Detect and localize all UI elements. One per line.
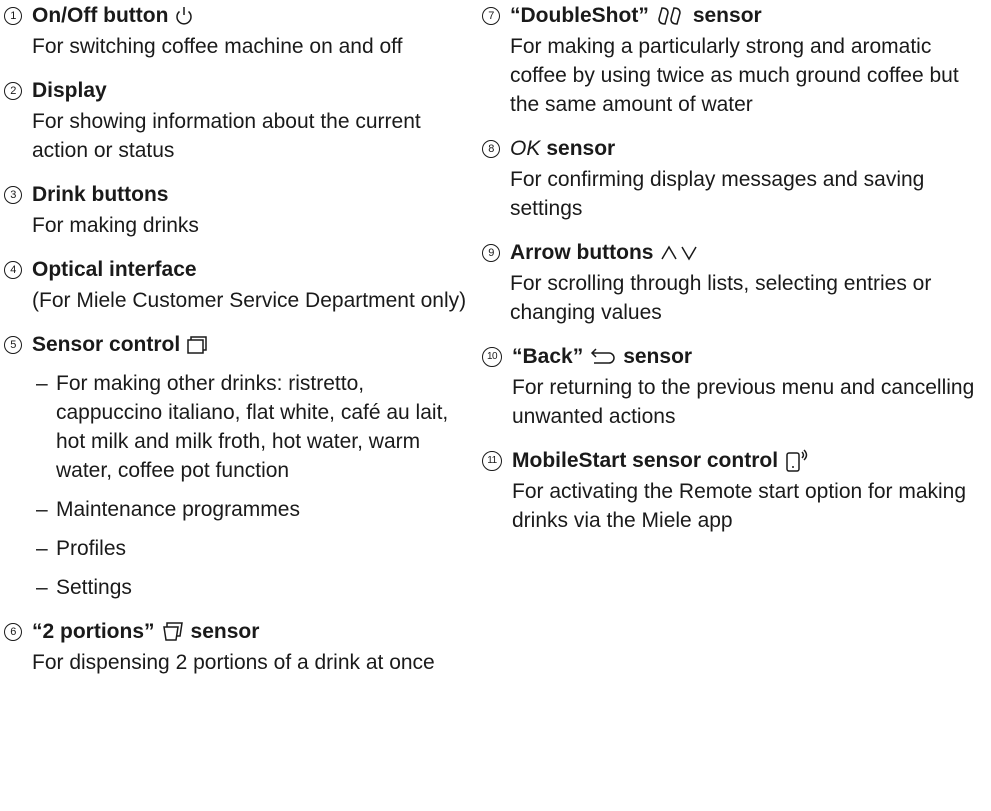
item-title-suffix: sensor: [546, 137, 616, 160]
item-description: For dispensing 2 portions of a drink at once: [32, 651, 435, 674]
list-item: – Settings: [32, 573, 474, 602]
item-heading: [482, 0, 987, 32]
item-heading: [482, 341, 987, 373]
item-heading: [4, 329, 474, 361]
number-badge: 4: [4, 261, 22, 279]
item-ok-sensor: [482, 133, 987, 223]
number-badge: 9: [482, 244, 500, 262]
item-description: For making a particularly strong and aromatic coffee by using twice as much ground coffee but the same amount of water: [510, 35, 959, 116]
item-heading: [4, 254, 474, 286]
number-badge: 3: [4, 186, 22, 204]
item-on-off: [4, 0, 474, 61]
item-title: MobileStart sensor control: [512, 449, 779, 472]
item-title: Drink buttons: [32, 183, 169, 206]
left-column: [4, 0, 474, 691]
number-badge: 5: [4, 336, 22, 354]
menu-sensor-icon: [186, 335, 208, 355]
doubleshot-icon: [655, 5, 687, 27]
list-item: – Profiles: [32, 534, 474, 563]
item-description: For confirming display messages and saving settings: [510, 168, 925, 220]
two-portions-icon: [161, 621, 185, 643]
item-display: [4, 75, 474, 165]
item-description: For returning to the previous menu and cancelling unwanted actions: [512, 376, 975, 428]
item-optical-interface: [4, 254, 474, 315]
item-mobilestart: [482, 445, 987, 535]
item-arrow-buttons: [482, 237, 987, 327]
item-title: On/Off button: [32, 4, 169, 27]
item-doubleshot: [482, 0, 987, 119]
number-badge: 1: [4, 7, 22, 25]
list-item: – Maintenance programmes: [32, 495, 474, 524]
item-heading: [4, 75, 474, 107]
item-description: (For Miele Customer Service Department only): [32, 289, 467, 312]
item-title-suffix: sensor: [623, 345, 693, 368]
item-description: For activating the Remote start option for making drinks via the Miele app: [512, 480, 967, 532]
item-title: “Back”: [512, 345, 584, 368]
item-title: Optical interface: [32, 258, 197, 281]
mobilestart-icon: [784, 449, 810, 473]
item-drink-buttons: [4, 179, 474, 240]
item-description: For making drinks: [32, 214, 199, 237]
item-heading: [4, 616, 474, 648]
sensor-control-list: [32, 369, 474, 602]
item-sensor-control: [4, 329, 474, 602]
item-title: “DoubleShot”: [510, 4, 649, 27]
item-title: Display: [32, 79, 107, 102]
number-badge: 8: [482, 140, 500, 158]
item-heading: [4, 179, 474, 211]
number-badge: 2: [4, 82, 22, 100]
item-2-portions: [4, 616, 474, 677]
back-arrow-icon: [589, 347, 617, 367]
item-description: For switching coffee machine on and off: [32, 35, 403, 58]
item-heading: [4, 0, 474, 32]
item-title-suffix: sensor: [190, 620, 260, 643]
number-badge: 11: [482, 451, 502, 471]
ok-label: OK: [510, 137, 541, 160]
item-heading: [482, 445, 987, 477]
list-item: – For making other drinks: ristretto, cappuccino italiano, flat white, café au lait, hot milk and milk froth, hot water, warm water, coffee pot function: [32, 369, 474, 485]
number-badge: 6: [4, 623, 22, 641]
item-title: Sensor control: [32, 333, 181, 356]
number-badge: 10: [482, 347, 502, 367]
item-heading: [482, 133, 987, 165]
item-heading: [482, 237, 987, 269]
power-icon: [174, 5, 194, 27]
arrow-up-down-icon: [659, 243, 699, 263]
item-title: “2 portions”: [32, 620, 155, 643]
right-column: [482, 0, 987, 549]
item-title: Arrow buttons: [510, 241, 654, 264]
number-badge: 7: [482, 7, 500, 25]
item-description: For scrolling through lists, selecting entries or changing values: [510, 272, 932, 324]
item-back-sensor: [482, 341, 987, 431]
item-description: For showing information about the current action or status: [32, 110, 421, 162]
item-title-suffix: sensor: [692, 4, 762, 27]
